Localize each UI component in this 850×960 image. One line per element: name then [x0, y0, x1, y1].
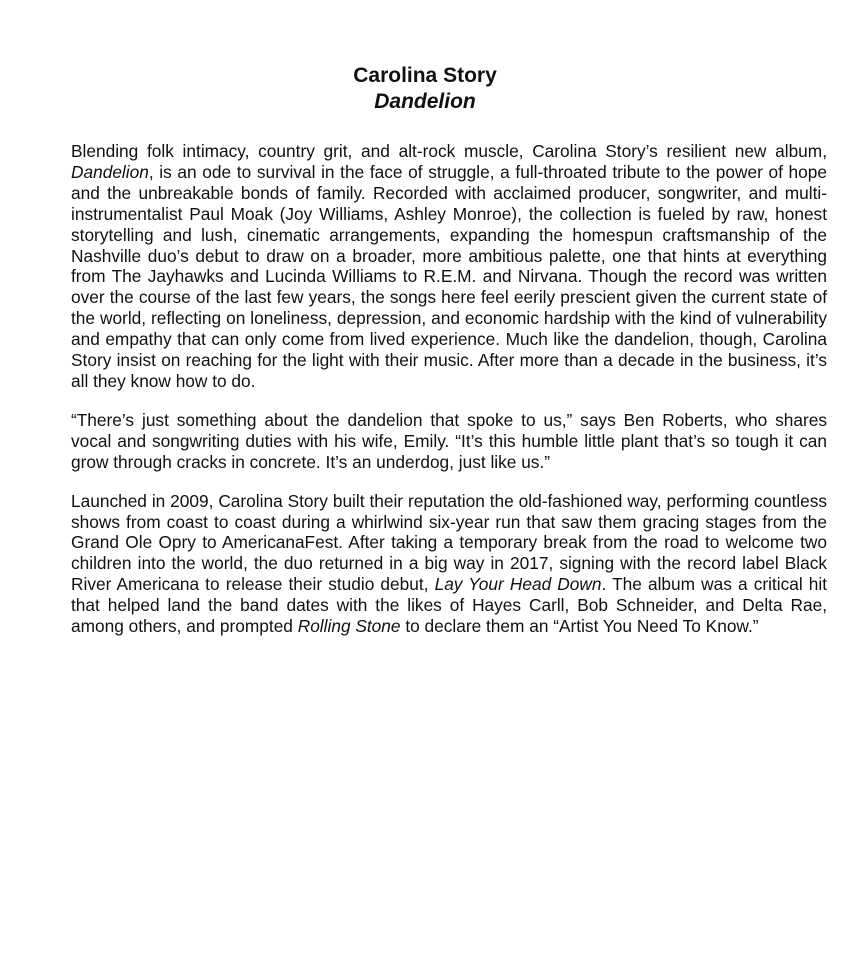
paragraph-quote	[71, 410, 827, 473]
paragraph-segment: . The album was a critical hit that helped land the band dates with the likes of Hayes Carll, Bob Schneider, and Delta Rae, among others, and prompted	[71, 574, 828, 637]
document-header	[0, 63, 850, 115]
album-title-inline: Dandelion	[71, 161, 149, 182]
album-title: Dandelion	[374, 90, 476, 113]
publication-name: Rolling Stone	[297, 616, 401, 637]
paragraph-history	[71, 491, 827, 637]
paragraph-segment: Blending folk intimacy, country grit, and alt-rock muscle, Carolina Story’s resilient new album,	[71, 141, 827, 161]
debut-album-title: Lay Your Head Down	[434, 574, 602, 595]
paragraph-segment: Launched in 2009, Carolina Story built their reputation the old-fashioned way, performing countless shows from coast to coast during a whirlwind six-year run that saw them gracing stages from the Grand Ole Opry to AmericanaFest. After taking a temporary break from the road to welcome two children into the world, the duo returned in a big way in 2017, signing with the record label Black River Americana to release their studio debut,	[71, 490, 827, 595]
document-body	[71, 141, 827, 655]
paragraph-segment: , is an ode to survival in the face of struggle, a full-throated tribute to the power of hope and the unbreakable bonds of family. Recorded with acclaimed producer, songwriter, and multi-instrumentalist Paul Moak (Joy Williams, Ashley Monroe), the collection is fueled by raw, honest storytelling and lush, cinematic arrangements, expanding the homespun craftsmanship of the Nashville duo’s debut to draw on a broader, more ambitious palette, one that hints at everything from The Jayhawks and Lucinda Williams to R.E.M. and Nirvana. Though the record was written over the course of the last few years, the songs here feel eerily prescient given the current state of the world, reflecting on loneliness, depression, and economic hardship with the kind of vulnerability and empathy that can only come from lived experience. Much like the dandelion, though, Carolina Story insist on reaching for the light with their music. After more than a decade in the business, it’s all they know how to do.	[71, 161, 827, 391]
paragraph-segment: “There’s just something about the dandelion that spoke to us,” says Ben Roberts, who shares vocal and songwriting duties with his wife, Emily. “It’s this humble little plant that’s so tough it can grow through cracks in concrete. It’s an underdog, just like us.”	[71, 409, 827, 472]
paragraph-intro	[71, 141, 827, 392]
paragraph-segment: to declare them an “Artist You Need To Know.”	[400, 616, 759, 637]
artist-name: Carolina Story	[353, 64, 497, 87]
